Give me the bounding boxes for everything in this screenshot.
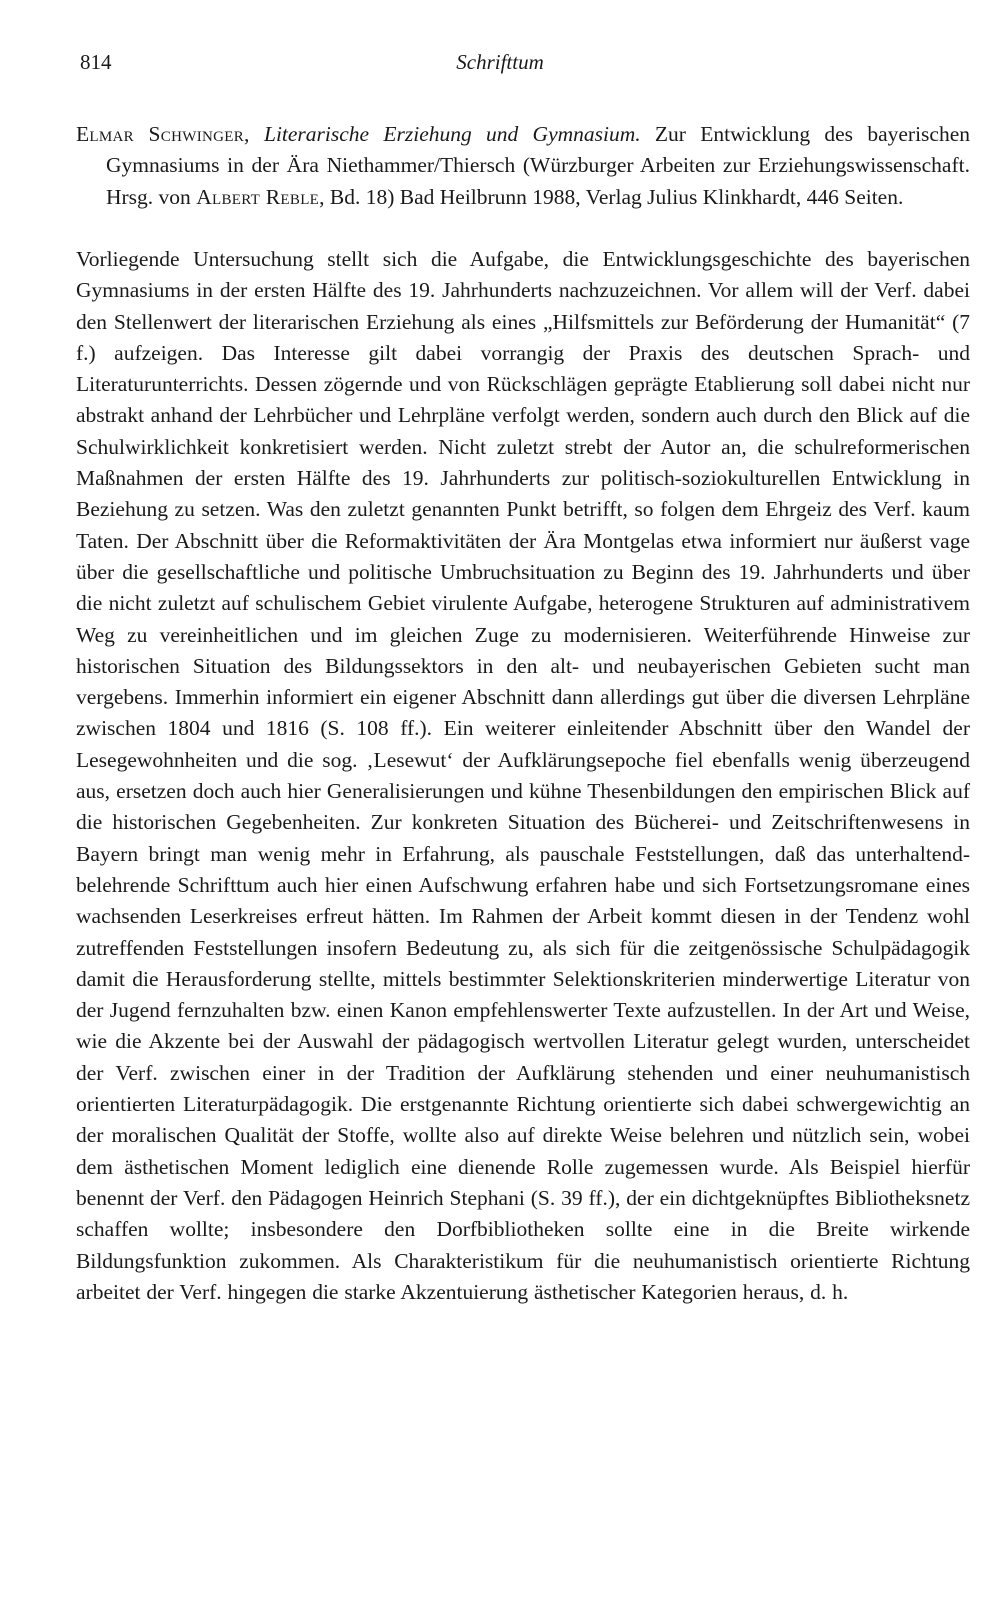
citation-line [76,119,970,213]
review-body [76,244,970,1308]
review-paragraph: Vorliegende Untersuchung stellt sich die Aufgabe, die Entwicklungsgeschichte des bayerischen Gymnasiums in der ersten Hälfte des 19. Jahrhunderts nachzuzeichnen. Vor allem will der Verf. dabei den Stellenwert der literarischen Erziehung als eines „Hilfsmittels zur Beförderung der Humanität“ (7 f.) aufzeigen. Das Interesse gilt dabei vorrangig der Praxis des deutschen Sprach- und Literaturunterrichts. Dessen zögernde und von Rückschlägen geprägte Etablierung soll dabei nicht nur abstrakt anhand der Lehrbücher und Lehrpläne verfolgt werden, sondern auch durch den Blick auf die Schulwirklichkeit konkretisiert werden. Nicht zuletzt strebt der Autor an, die schulreformerischen Maßnahmen der ersten Hälfte des 19. Jahrhunderts zur politisch-soziokulturellen Entwicklung in Beziehung zu setzen. Was den zuletzt genannten Punkt betrifft, so folgen dem Ehrgeiz des Verf. kaum Taten. Der Abschnitt über die Reformaktivitäten der Ära Montgelas etwa informiert nur äußerst vage über die gesellschaftliche und politische Umbruchsituation zu Beginn des 19. Jahrhunderts und über die nicht zuletzt auf schulischem Gebiet virulente Aufgabe, heterogene Strukturen auf administrativem Weg zu vereinheitlichen und im gleichen Zuge zu modernisieren. Weiterführende Hinweise zur historischen Situation des Bildungssektors in den alt- und neubayerischen Gebieten sucht man vergebens. Immerhin informiert ein eigener Abschnitt dann allerdings gut über die diversen Lehrpläne zwischen 1804 und 1816 (S. 108 ff.). Ein weiterer einleitender Abschnitt über den Wandel der Lesegewohnheiten und die sog. ‚Lesewut‘ der Aufklärungsepoche fiel ebenfalls wenig überzeugend aus, ersetzen doch auch hier Generalisierungen und kühne Thesenbildungen den empirischen Blick auf die historischen Gegebenheiten. Zur konkreten Situation des Bücherei- und Zeitschriftenwesens in Bayern bringt man wenig mehr in Erfahrung, als pauschale Feststellungen, daß das unterhaltend-belehrende Schrifttum auch hier einen Aufschwung erfahren habe und sich Fortsetzungsromane eines wachsenden Leserkreises erfreut hätten. Im Rahmen der Arbeit kommt diesen in der Tendenz wohl zutreffenden Feststellungen insofern Bedeutung zu, als sich für die zeitgenössische Schulpädagogik damit die Herausforderung stellte, mittels bestimmter Selektionskriterien minderwertige Literatur von der Jugend fernzuhalten bzw. einen Kanon empfehlenswerter Texte aufzustellen. In der Art und Weise, wie die Akzente bei der Auswahl der pädagogisch wertvollen Literatur gelegt wurden, unterscheidet der Verf. zwischen einer in der Tradition der Aufklärung stehenden und einer neuhumanistisch orientierten Literaturpädagogik. Die erstgenannte Richtung orientierte sich dabei schwergewichtig an der moralischen Qualität der Stoffe, wollte also auf direkte Weise belehren und nützlich sein, wobei dem ästhetischen Moment lediglich eine dienende Rolle zugemessen wurde. Als Beispiel hierfür benennt der Verf. den Pädagogen Heinrich Stephani (S. 39 ff.), der ein dichtgeknüpftes Bibliotheksnetz schaffen wollte; insbesondere den Dorfbibliotheken sollte eine in die Breite wirkende Bildungsfunktion zukommen. Als Charakteristikum für die neuhumanistisch orientierte Richtung arbeitet der Verf. hingegen die starke Akzentuierung ästhetischer Kategorien heraus, d. h. [76,247,970,1304]
publication-details: , Bd. 18) Bad Heilbrunn 1988, Verlag Julius Klinkhardt, 446 Seiten. [319,184,904,209]
series-editor: Albert Reble [196,184,320,209]
page-number: 814 [80,50,112,74]
review-author: Elmar Schwinger, [76,122,250,146]
book-subtitle: Zur Entwicklung des bayerischen Gymnasiums in der Ära Niethammer/Thiersch (Würzburger Arbeiten zur Erziehungswissenschaft. Hrsg. von [106,122,970,209]
bibliographic-citation [76,119,970,213]
running-title: Schrifttum [456,50,544,74]
book-title: Literarische Erziehung und Gymnasium. [263,122,641,146]
